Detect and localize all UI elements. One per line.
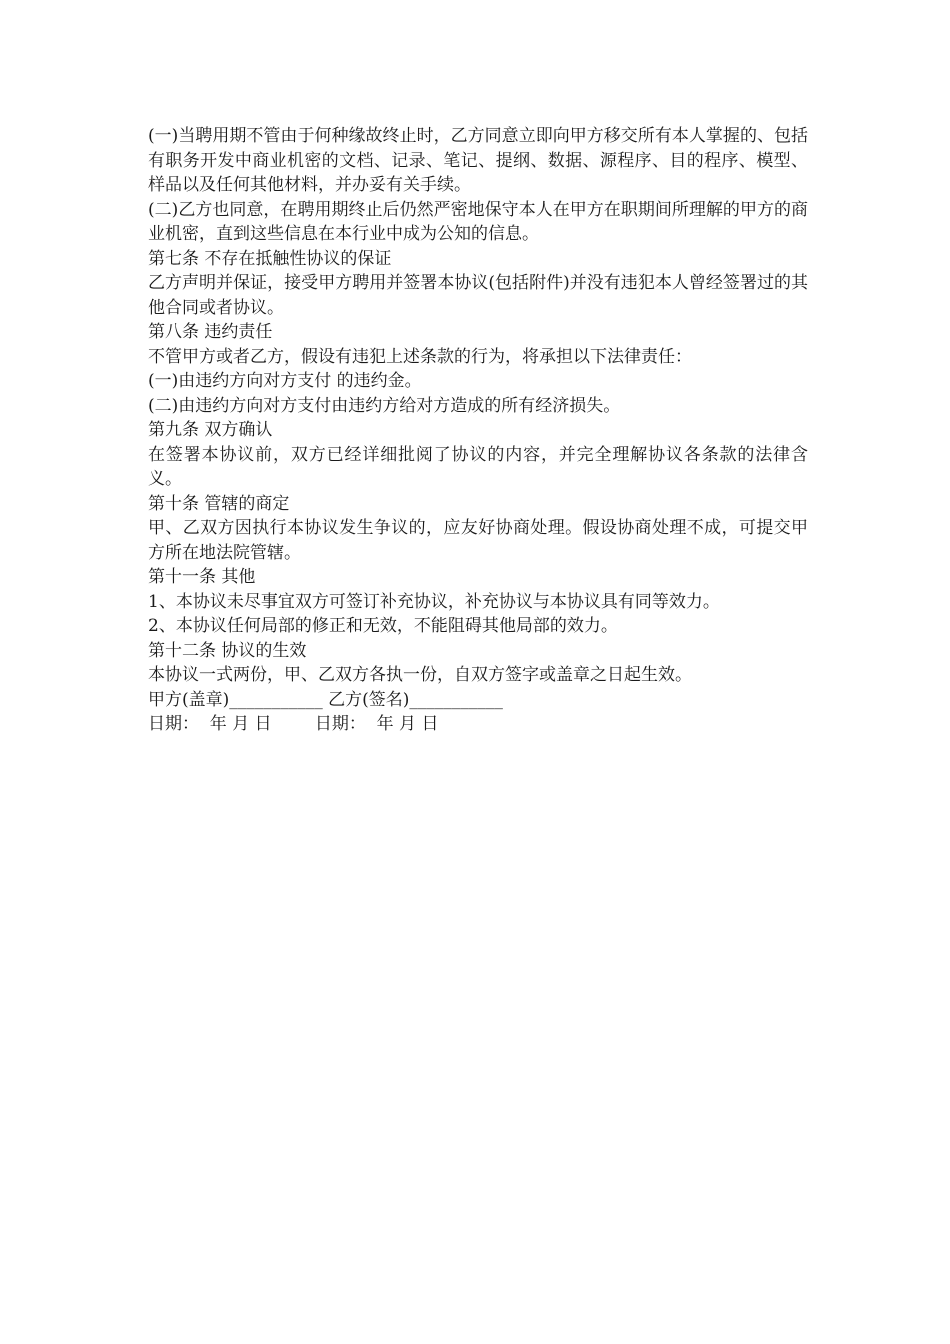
clause-9-heading: 第九条 双方确认 [148,420,273,440]
clause-12-text: 本协议一式两份，甲、乙双方各执一份，自双方签字或盖章之日起生效。 [148,665,692,685]
clause-8-item-1: (一)由违约方向对方支付 的违约金。 [148,371,422,391]
clause-8-item-2: (二)由违约方向对方支付由违约方给对方造成的所有经济损失。 [148,395,621,416]
clause-11-heading: 第十一条 其他 [148,567,256,587]
clause-8-heading: 第八条 违约责任 [148,322,273,342]
clause-6-item-2: (二)乙方也同意，在聘用期终止后仍然严密地保守本人在甲方在职期间所理解的甲方的商业机密，直到这些信息在本行业中成为公知的信息。 [148,199,808,244]
clause-11-item-1: 1、本协议未尽事宜双方可签订补充协议，补充协议与本协议具有同等效力。 [148,591,720,612]
clause-8-intro: 不管甲方或者乙方，假设有违犯上述条款的行为，将承担以下法律责任： [148,346,692,367]
date-line: 日期： 年 月 日 日期： 年 月 日 [148,714,439,734]
clause-7-heading: 第七条 不存在抵触性协议的保证 [148,248,392,269]
clause-10-heading: 第十条 管辖的商定 [148,493,290,514]
clause-11-item-2: 2、本协议任何局部的修正和无效，不能阻碍其他局部的效力。 [148,616,618,636]
document-body [148,124,808,737]
clause-10-text: 甲、乙双方因执行本协议发生争议的，应友好协商处理。假设协商处理不成，可提交甲方所在地法院管辖。 [148,518,808,563]
signature-line: 甲方(盖章)___________ 乙方(签名)___________ [148,689,503,710]
clause-7-text: 乙方声明并保证，接受甲方聘用并签署本协议(包括附件)并没有违犯本人曾经签署过的其他合同或者协议。 [148,273,808,318]
clause-6-item-1: (一)当聘用期不管由于何种缘故终止时，乙方同意立即向甲方移交所有本人掌握的、包括有职务开发中商业机密的文档、记录、笔记、提纲、数据、源程序、目的程序、模型、样品以及任何其他材料，并办妥有关手续。 [148,126,808,195]
clause-12-heading: 第十二条 协议的生效 [148,640,307,661]
clause-9-text: 在签署本协议前，双方已经详细批阅了协议的内容，并完全理解协议各条款的法律含义。 [148,444,808,489]
